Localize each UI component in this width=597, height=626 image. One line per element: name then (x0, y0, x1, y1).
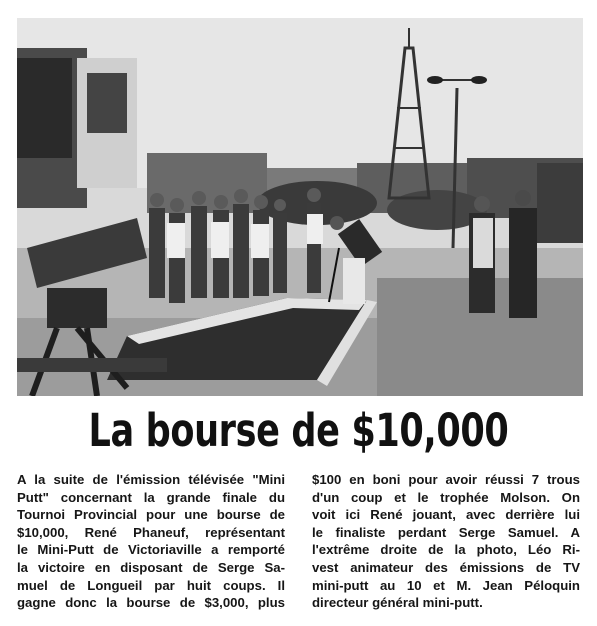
article-column-right (312, 471, 580, 612)
article-line: vest animateur des émissions de TV (312, 559, 580, 575)
article-line: Putt" concernant la grande finale du (17, 489, 285, 505)
article-line: voit ici René jouant, avec derrière lui (312, 507, 580, 523)
article-line: gagne donc la bourse de $3,000, plus (17, 595, 285, 611)
news-photo-drawing (17, 18, 583, 396)
article-line: d'un coup et le trophée Molson. On (312, 489, 580, 505)
article-line: le finaliste perdant Serge Samuel. A (312, 524, 580, 540)
article-line: muel de Longueil par huit coups. Il (17, 577, 285, 593)
article-line: mini-putt au 10 et M. Jean Péloquin (312, 577, 580, 593)
article-line: $10,000, René Phaneuf, représentant (17, 524, 285, 540)
article-line: Tournoi Provincial pour une bourse de (17, 507, 285, 523)
article-line: l'extrême droite de la photo, Léo Ri- (312, 542, 580, 558)
article-line: la victoire en disposant de Serge Sa- (17, 559, 285, 575)
article-line: A la suite de l'émission télévisée "Mini (17, 472, 285, 487)
article-line: directeur général mini-putt. (312, 595, 483, 611)
headline: La bourse de $10,000 (88, 404, 509, 457)
article-line: $100 en boni pour avoir réussi 7 trous (312, 472, 580, 487)
article-line: le Mini-Putt de Victoriaville a remporté (17, 542, 285, 558)
article-column-left (17, 471, 285, 612)
news-photo (17, 18, 583, 396)
